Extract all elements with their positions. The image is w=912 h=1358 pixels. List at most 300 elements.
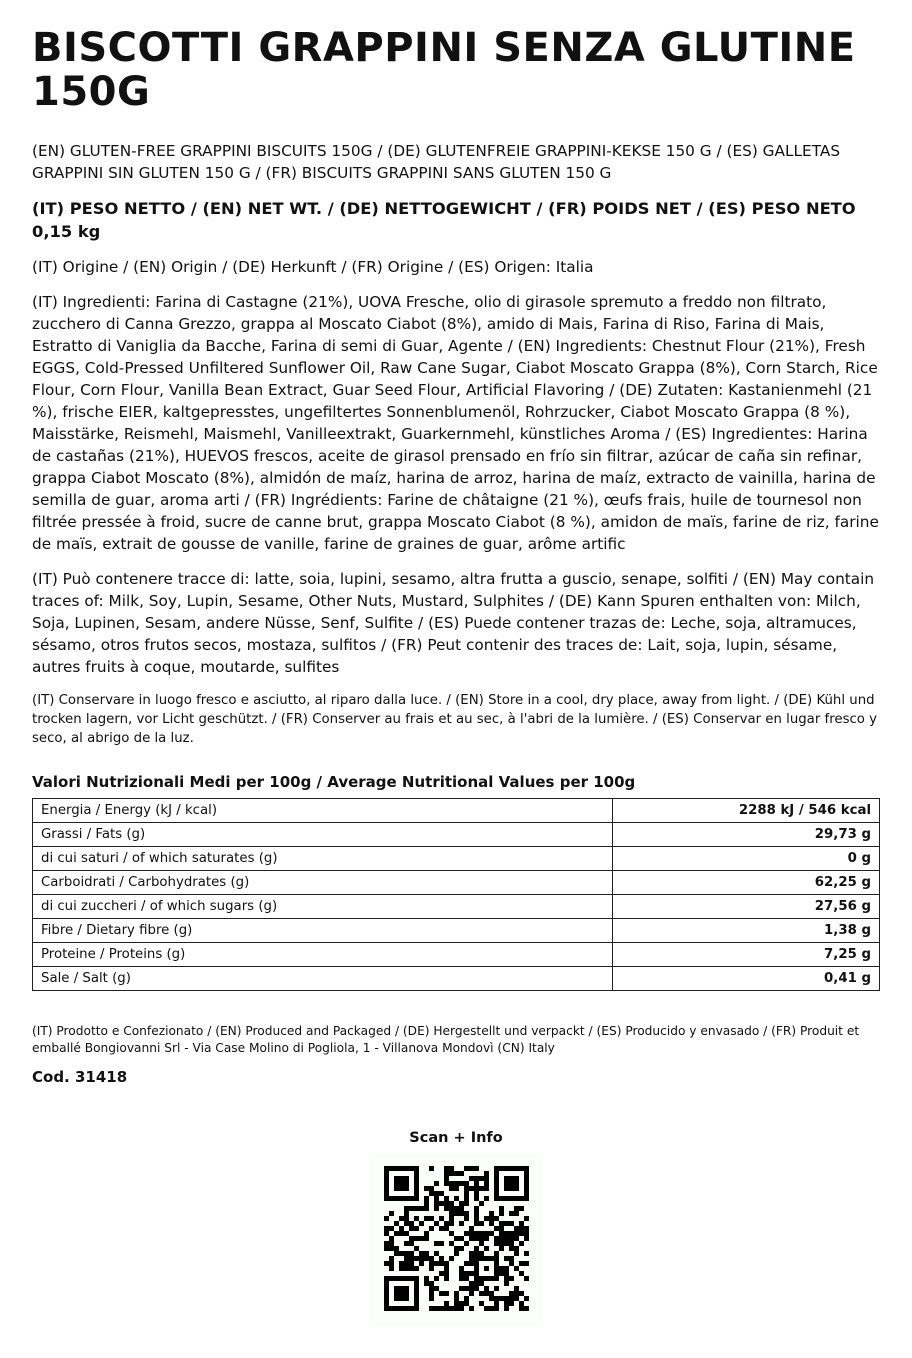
qr-module [444,1196,449,1201]
qr-module [419,1221,424,1226]
qr-module [404,1211,409,1216]
qr-module [439,1291,444,1296]
qr-module [469,1291,474,1296]
qr-module [459,1301,464,1306]
qr-module [454,1291,459,1296]
qr-module [524,1171,529,1176]
qr-module [384,1281,389,1286]
qr-module [489,1216,494,1221]
qr-module [399,1266,404,1271]
qr-module [399,1276,404,1281]
qr-module [484,1186,489,1191]
qr-module [504,1256,509,1261]
qr-section [370,1128,542,1326]
qr-module [414,1206,419,1211]
qr-module [494,1241,499,1246]
nutrient-label: di cui saturi / of which saturates (g) [33,847,613,871]
qr-module [404,1256,409,1261]
nutrient-value: 62,25 g [613,871,880,895]
qr-module [429,1216,434,1221]
qr-module [424,1251,429,1256]
qr-module [384,1171,389,1176]
qr-module [409,1266,414,1271]
qr-module [464,1216,469,1221]
qr-module [404,1196,409,1201]
qr-module [479,1221,484,1226]
nutrient-label: di cui zuccheri / of which sugars (g) [33,895,613,919]
qr-module [509,1231,514,1236]
qr-module [484,1291,489,1296]
qr-module [509,1246,514,1251]
qr-module [409,1251,414,1256]
qr-module [469,1226,474,1231]
qr-module [464,1296,469,1301]
nutrient-label: Grassi / Fats (g) [33,823,613,847]
qr-module [404,1306,409,1311]
qr-module [504,1196,509,1201]
qr-module [524,1231,529,1236]
qr-module [404,1186,409,1191]
nutrition-table [32,798,880,991]
qr-module [474,1251,479,1256]
qr-module [459,1206,464,1211]
qr-module [434,1276,439,1281]
qr-module [469,1166,474,1171]
qr-module [389,1166,394,1171]
qr-module [399,1226,404,1231]
qr-label: Scan + Info [409,1130,503,1146]
qr-module [419,1261,424,1266]
qr-module [504,1266,509,1271]
qr-module [479,1241,484,1246]
qr-module [489,1221,494,1226]
qr-code-icon[interactable] [370,1154,542,1326]
qr-module [494,1256,499,1261]
qr-module [429,1166,434,1171]
qr-module [404,1231,409,1236]
qr-module [399,1291,404,1296]
qr-module [439,1216,444,1221]
qr-module [444,1276,449,1281]
qr-module [439,1226,444,1231]
qr-module [424,1186,429,1191]
qr-module [509,1296,514,1301]
nutrient-value: 29,73 g [613,823,880,847]
qr-module [479,1231,484,1236]
qr-module [459,1211,464,1216]
qr-module [404,1276,409,1281]
qr-module [519,1306,524,1311]
qr-module [474,1231,479,1236]
nutrient-value: 0 g [613,847,880,871]
qr-module [454,1196,459,1201]
qr-module [389,1256,394,1261]
qr-module [424,1206,429,1211]
qr-module [404,1216,409,1221]
qr-module [464,1271,469,1276]
qr-module [479,1256,484,1261]
qr-module [484,1176,489,1181]
qr-module [514,1176,519,1181]
nutrient-value: 2288 kJ / 546 kcal [613,799,880,823]
qr-module [514,1286,519,1291]
qr-module [409,1226,414,1231]
qr-module [524,1251,529,1256]
qr-module [504,1281,509,1286]
qr-module [409,1276,414,1281]
qr-module [524,1191,529,1196]
qr-module [399,1231,404,1236]
qr-module [509,1276,514,1281]
qr-module [499,1271,504,1276]
qr-module [414,1216,419,1221]
qr-module [389,1266,394,1271]
qr-module [464,1196,469,1201]
qr-module [409,1241,414,1246]
qr-module [509,1166,514,1171]
qr-module [494,1196,499,1201]
qr-module [474,1271,479,1276]
qr-code-graphic [384,1166,529,1311]
qr-module [479,1186,484,1191]
qr-module [464,1166,469,1171]
qr-module [409,1256,414,1261]
qr-module [444,1181,449,1186]
qr-module [459,1221,464,1226]
qr-module [509,1176,514,1181]
qr-module [449,1221,454,1226]
qr-module [444,1171,449,1176]
qr-module [384,1231,389,1236]
qr-module [474,1186,479,1191]
product-title: BISCOTTI GRAPPINI SENZA GLUTINE 150G [32,25,856,115]
qr-module [514,1246,519,1251]
qr-module [454,1246,459,1251]
qr-module [509,1221,514,1226]
qr-module [404,1166,409,1171]
qr-module [469,1261,474,1266]
qr-module [514,1296,519,1301]
qr-module [494,1296,499,1301]
qr-module [514,1231,519,1236]
qr-module [414,1266,419,1271]
qr-module [404,1206,409,1211]
qr-module [499,1246,504,1251]
qr-module [414,1176,419,1181]
qr-module [394,1176,399,1181]
qr-module [459,1236,464,1241]
table-row [33,943,880,967]
table-row [33,871,880,895]
table-row [33,823,880,847]
qr-module [434,1181,439,1186]
qr-module [494,1191,499,1196]
qr-module [489,1296,494,1301]
qr-module [519,1196,524,1201]
qr-module [494,1301,499,1306]
qr-module [444,1166,449,1171]
qr-module [394,1246,399,1251]
product-label-document [32,26,882,1087]
qr-module [384,1216,389,1221]
qr-module [404,1296,409,1301]
qr-module [434,1191,439,1196]
qr-module [444,1206,449,1211]
qr-module [404,1291,409,1296]
qr-module [404,1181,409,1186]
qr-module [519,1221,524,1226]
qr-module [509,1301,514,1306]
qr-module [494,1181,499,1186]
qr-module [474,1176,479,1181]
qr-module [489,1306,494,1311]
qr-module [414,1186,419,1191]
qr-module [434,1201,439,1206]
qr-module [394,1286,399,1291]
qr-module [424,1231,429,1236]
qr-module [454,1251,459,1256]
qr-module [444,1226,449,1231]
producer-info: (IT) Prodotto e Confezionato / (EN) Produced and Packaged / (DE) Hergestellt und verpackt / (ES) Producido y envasado / (FR) Produit et emballé Bongiovanni Srl - Via Case Molino di Pogliola, 1 - Villanova Mondovì (CN) Italy [32,1024,860,1055]
nutrient-value: 1,38 g [613,919,880,943]
qr-module [499,1166,504,1171]
qr-module [449,1181,454,1186]
qr-module [504,1236,509,1241]
qr-module [429,1186,434,1191]
qr-module [404,1286,409,1291]
qr-module [494,1216,499,1221]
qr-module [504,1306,509,1311]
qr-module [474,1211,479,1216]
qr-module [494,1266,499,1271]
qr-module [439,1201,444,1206]
qr-module [459,1276,464,1281]
qr-module [399,1251,404,1256]
qr-module [449,1256,454,1261]
table-row [33,799,880,823]
qr-module [519,1241,524,1246]
qr-module [474,1206,479,1211]
qr-module [474,1216,479,1221]
qr-module [409,1206,414,1211]
qr-module [509,1181,514,1186]
qr-module [394,1181,399,1186]
qr-module [399,1296,404,1301]
qr-module [429,1266,434,1271]
qr-module [514,1186,519,1191]
qr-module [484,1216,489,1221]
qr-module [444,1266,449,1271]
qr-module [494,1306,499,1311]
qr-module [409,1221,414,1226]
qr-module [484,1306,489,1311]
qr-module [464,1241,469,1246]
qr-module [499,1266,504,1271]
qr-module [434,1261,439,1266]
qr-module [464,1186,469,1191]
storage-instructions: (IT) Conservare in luogo fresco e asciutto, al riparo dalla luce. / (EN) Store in a cool, dry place, away from light. / (DE) Kühl und trocken lagern, vor Licht geschützt. / (FR) Conserver au frais et au sec, à l'abri de la lumière. / (ES) Conservar en lugar fresco y seco, al abrigo de la luz. [32,693,878,746]
qr-module [414,1246,419,1251]
qr-module [389,1306,394,1311]
qr-module [519,1166,524,1171]
qr-module [479,1281,484,1286]
qr-module [389,1241,394,1246]
qr-module [384,1196,389,1201]
qr-module [509,1236,514,1241]
qr-module [454,1296,459,1301]
qr-module [524,1186,529,1191]
qr-module [499,1226,504,1231]
qr-module [484,1256,489,1261]
qr-module [499,1196,504,1201]
qr-module [484,1266,489,1271]
qr-module [414,1256,419,1261]
qr-module [399,1306,404,1311]
qr-module [514,1206,519,1211]
qr-module [384,1261,389,1266]
nutrient-value: 0,41 g [613,967,880,991]
qr-module [424,1201,429,1206]
qr-module [524,1261,529,1266]
qr-module [489,1256,494,1261]
qr-module [394,1296,399,1301]
qr-module [474,1266,479,1271]
qr-module [479,1176,484,1181]
qr-module [459,1286,464,1291]
qr-module [524,1306,529,1311]
qr-module [474,1236,479,1241]
qr-module [504,1181,509,1186]
qr-module [499,1236,504,1241]
qr-module [504,1166,509,1171]
qr-module [469,1256,474,1261]
qr-module [519,1226,524,1231]
qr-module [409,1196,414,1201]
qr-module [504,1176,509,1181]
qr-module [509,1211,514,1216]
qr-module [464,1181,469,1186]
qr-module [439,1241,444,1246]
net-weight: (IT) PESO NETTO / (EN) NET WT. / (DE) NETTOGEWICHT / (FR) POIDS NET / (ES) PESO NETO 0,15 kg [32,199,856,241]
qr-module [389,1236,394,1241]
nutrient-label: Carboidrati / Carbohydrates (g) [33,871,613,895]
qr-module [404,1266,409,1271]
qr-module [489,1211,494,1216]
qr-module [514,1181,519,1186]
qr-module [479,1201,484,1206]
qr-module [469,1306,474,1311]
qr-module [524,1226,529,1231]
qr-module [524,1216,529,1221]
qr-module [514,1291,519,1296]
table-row [33,847,880,871]
qr-module [484,1276,489,1281]
qr-module [414,1281,419,1286]
qr-module [504,1271,509,1276]
qr-module [409,1236,414,1241]
qr-module [519,1291,524,1296]
product-subtitle-translations: (EN) GLUTEN-FREE GRAPPINI BISCUITS 150G / (DE) GLUTENFREIE GRAPPINI-KEKSE 150 G / (ES) GALLETAS GRAPPINI SIN GLUTEN 150 G / (FR) BISCUITS GRAPPINI SANS GLUTEN 150 G [32,142,841,182]
qr-module [384,1291,389,1296]
qr-module [474,1246,479,1251]
qr-module [469,1251,474,1256]
qr-module [514,1211,519,1216]
qr-module [439,1261,444,1266]
qr-module [429,1256,434,1261]
qr-module [424,1216,429,1221]
qr-module [489,1291,494,1296]
qr-module [414,1181,419,1186]
qr-module [474,1256,479,1261]
qr-module [384,1181,389,1186]
qr-module [414,1191,419,1196]
qr-module [414,1226,419,1231]
qr-module [484,1231,489,1236]
qr-module [464,1276,469,1281]
qr-module [424,1196,429,1201]
qr-module [449,1306,454,1311]
qr-module [479,1236,484,1241]
qr-module [449,1231,454,1236]
qr-module [434,1206,439,1211]
nutrient-value: 7,25 g [613,943,880,967]
qr-module [414,1296,419,1301]
qr-module [444,1176,449,1181]
qr-module [404,1176,409,1181]
qr-module [409,1261,414,1266]
qr-module [444,1261,449,1266]
qr-module [449,1211,454,1216]
qr-module [499,1241,504,1246]
qr-module [444,1201,449,1206]
qr-module [474,1276,479,1281]
qr-module [424,1236,429,1241]
qr-module [399,1216,404,1221]
qr-module [504,1296,509,1301]
qr-module [414,1276,419,1281]
qr-module [479,1291,484,1296]
qr-module [519,1231,524,1236]
table-row [33,919,880,943]
qr-module [439,1271,444,1276]
qr-module [394,1231,399,1236]
qr-module [524,1166,529,1171]
qr-module [384,1246,389,1251]
qr-module [394,1166,399,1171]
qr-module [404,1241,409,1246]
qr-module [494,1271,499,1276]
qr-module [434,1286,439,1291]
qr-module [469,1286,474,1291]
qr-module [394,1276,399,1281]
qr-module [464,1261,469,1266]
qr-module [414,1166,419,1171]
qr-module [394,1196,399,1201]
qr-module [384,1241,389,1246]
qr-module [494,1186,499,1191]
nutrient-label: Energia / Energy (kJ / kcal) [33,799,613,823]
qr-module [384,1286,389,1291]
qr-module [384,1276,389,1281]
qr-module [494,1171,499,1176]
qr-module [454,1306,459,1311]
qr-module [474,1286,479,1291]
qr-module [509,1256,514,1261]
qr-module [389,1226,394,1231]
ingredients: (IT) Ingredienti: Farina di Castagne (21%), UOVA Fresche, olio di girasole spremuto a freddo non filtrato, zucchero di Canna Grezzo, grappa al Moscato Ciabot (8%), amido di Mais, Farina di Riso, Farina di Mais, Estratto di Vaniglia da Bacche, Farina di semi di Guar, Agente / (EN) Ingredients: Chestnut Flour (21%), Fresh EGGS, Cold-Pressed Unfiltered Sunflower Oil, Raw Cane Sugar, Ciabot Moscato Grappa (8%), Corn Starch, Rice Flour, Corn Flour, Vanilla Bean Extract, Guar Seed Flour, Artificial Flavoring / (DE) Zutaten: Kastanienmehl (21 %), frische EIER, kaltgepresstes, ungefiltertes Sonnenblumenöl, Rohrzucker, Ciabot Moscato Grappa (8 %), Maisstärke, Reismehl, Maismehl, Vanilleextrakt, Guarkernmehl, künstliches Aroma / (ES) Ingredientes: Harina de castañas (21%), HUEVOS frescos, aceite de girasol prensado en frío sin filtrar, azúcar de caña sin refinar, grappa Ciabot Moscato (8%), almidón de maíz, harina de arroz, harina de maíz, extracto de vainilla, harina de semilla de guar, aroma arti / (FR) Ingrédients: Farine de châtaigne (21 %), œufs frais, huile de tournesol non filtrée pressée à froid, sucre de canne brut, grappa Moscato Ciabot (8 %), amidon de maïs, farine de riz, farine de maïs, extrait de gousse de vanille, farine de graines de guar, arôme artific [32,293,879,553]
qr-module [519,1301,524,1306]
product-code: Cod. 31418 [32,1068,128,1086]
